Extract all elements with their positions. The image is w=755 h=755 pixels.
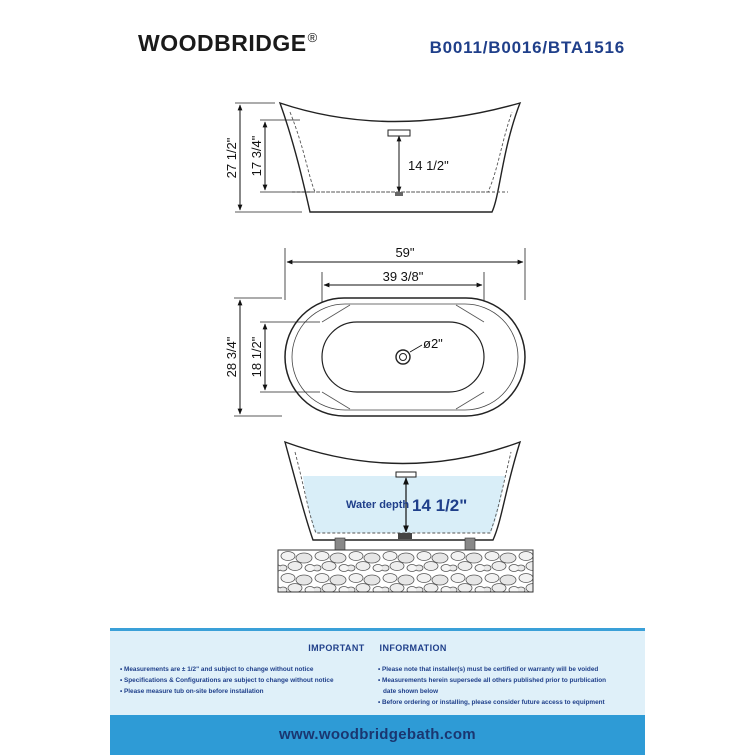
important-information-panel [110,628,645,715]
technical-drawing [110,0,645,628]
footer-bar [110,715,645,755]
info-note-continuation: date shown below [383,688,439,695]
info-note: • Measurements herein supersede all others published prior to purblication [378,675,640,686]
website-url: www.woodbridgebath.com [279,726,476,743]
info-title-left: IMPORTANT [308,643,365,653]
interior-height-label: 17 3/4" [249,135,264,177]
info-note: • Specifications & Configurations are subject to change without notice [120,675,370,686]
info-left-column [120,664,370,697]
info-note: • Before ordering or installing, please consider future access to equipment [378,697,640,708]
water-depth-label: Water depth [346,499,410,511]
overall-height-label: 27 1/2" [224,137,239,179]
brand-name: WOODBRIDGE [138,30,307,56]
registered-mark: ® [307,30,318,45]
info-note: • Please measure tub on-site before installation [120,686,370,697]
overall-length-label: 59" [395,245,415,260]
overflow-plate [388,130,410,136]
model-number: B0011/B0016/BTA1516 [429,38,625,57]
water-depth-value: 14 1/2" [412,496,468,515]
overall-width-label: 28 3/4" [224,336,239,378]
stone-base [278,550,533,592]
interior-length-label: 39 3/8" [382,269,424,284]
interior-width-label: 18 1/2" [249,336,264,378]
info-title-right: INFORMATION [379,643,447,653]
info-note: • Please note that installer(s) must be certified or warranty will be voided [378,664,640,675]
info-right-column [378,664,640,708]
side-view [224,103,520,212]
spec-sheet [110,0,645,755]
drain-diameter-label: ø2" [423,336,443,351]
water-depth-view [278,442,533,592]
overflow-height-label: 14 1/2" [408,158,449,173]
info-note: • Measurements are ± 1/2" and subject to change without notice [120,664,370,675]
top-view [224,245,525,416]
info-title [110,643,645,653]
